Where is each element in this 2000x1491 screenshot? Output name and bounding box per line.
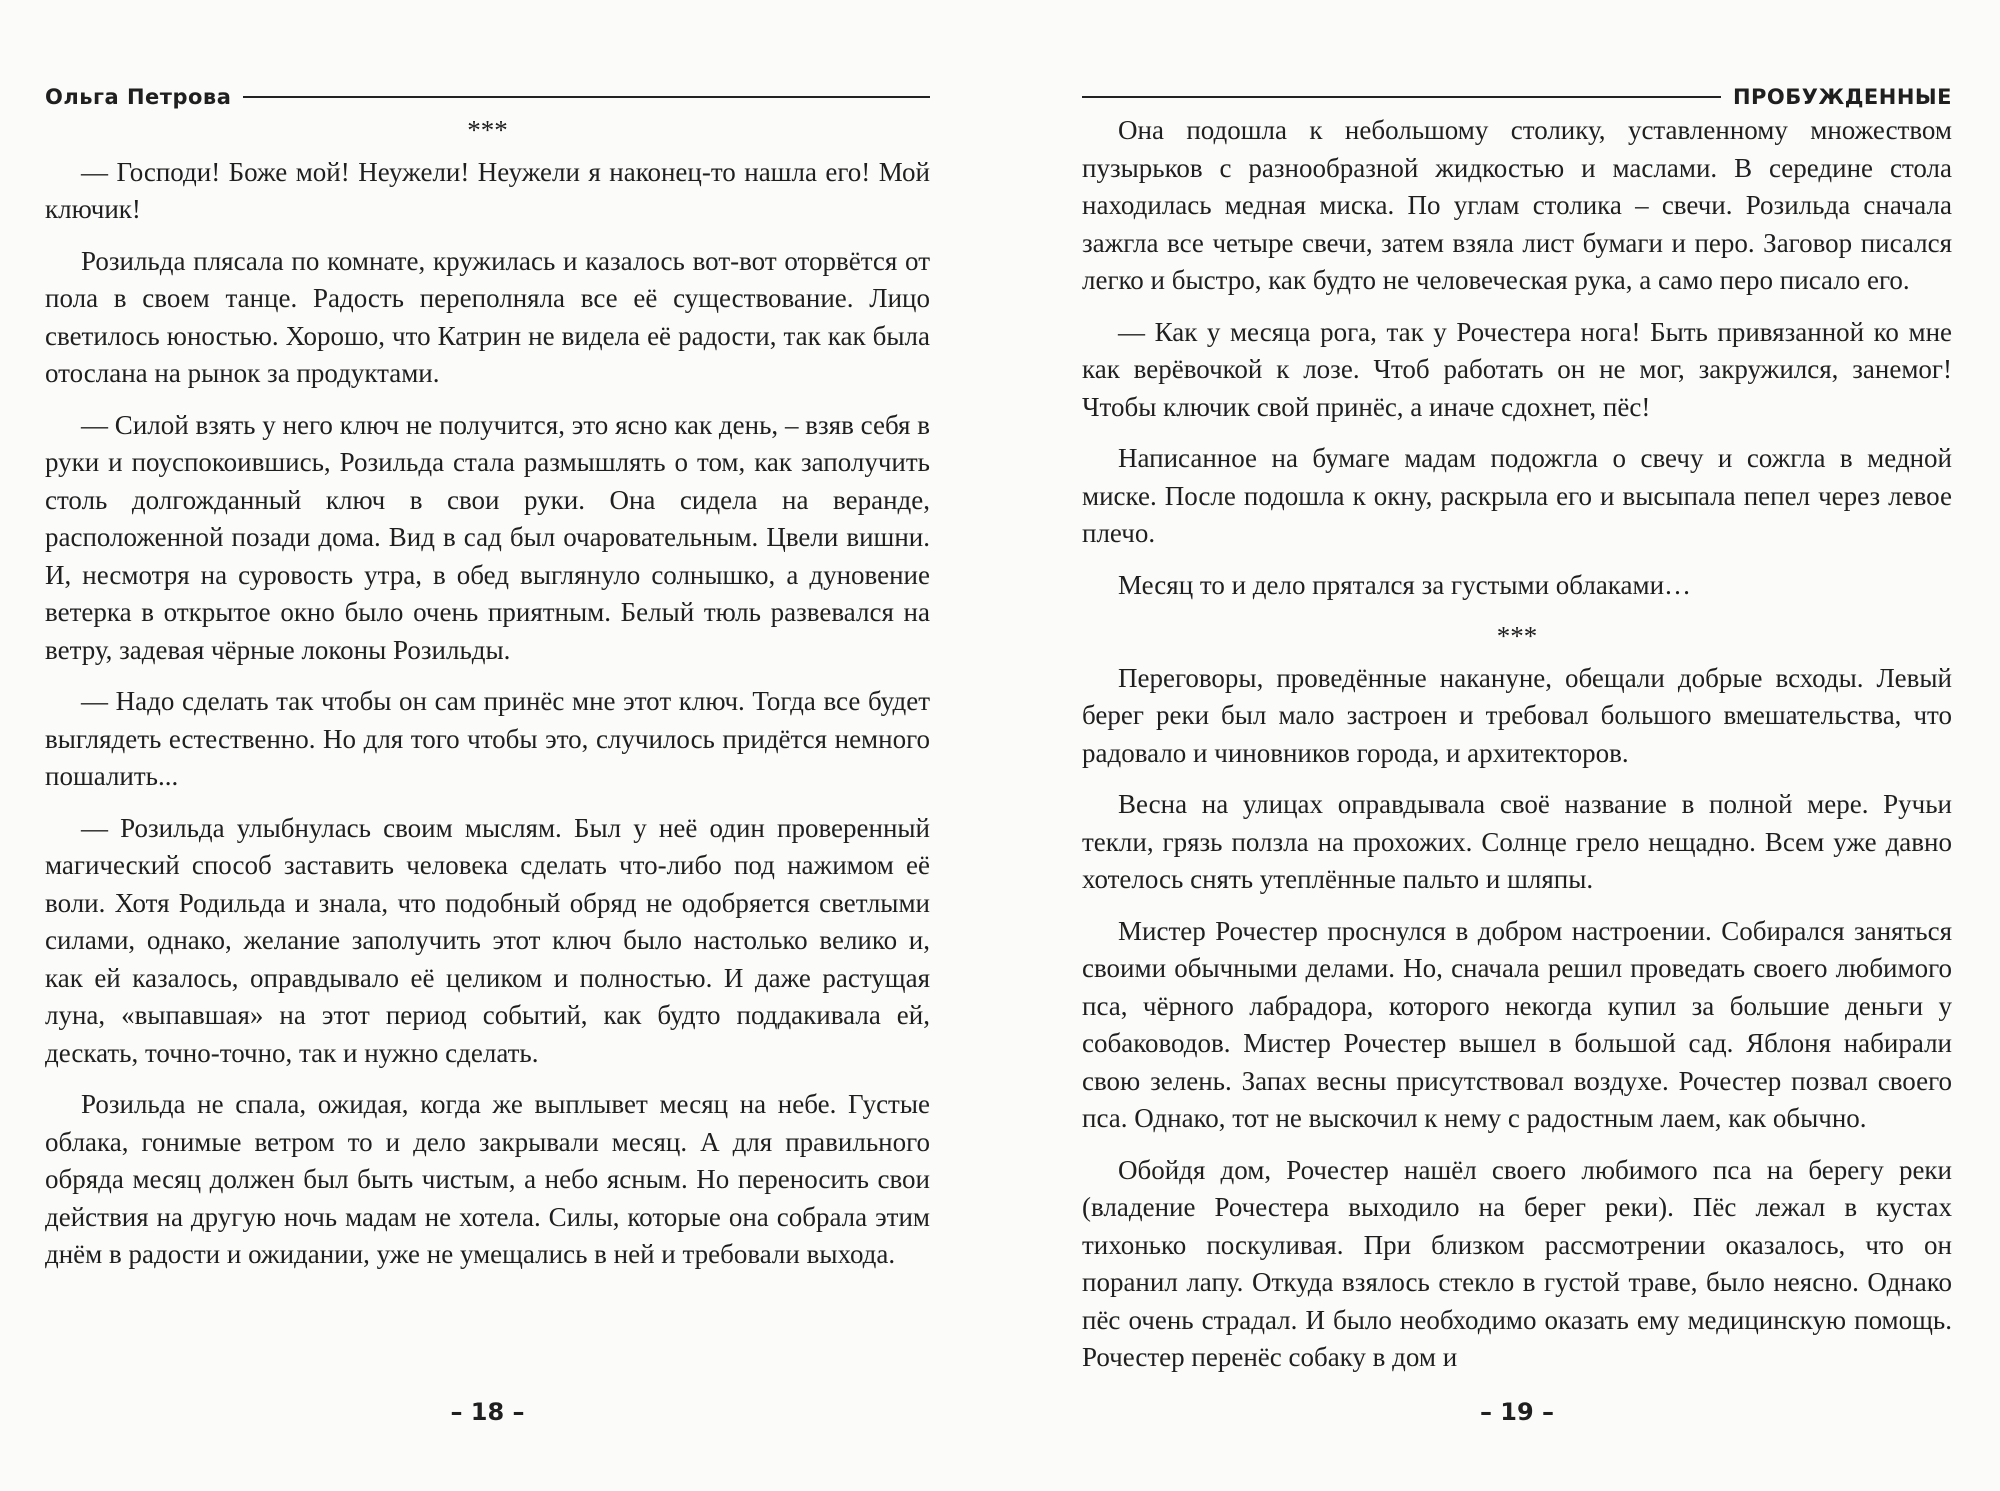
header-rule (1082, 96, 1721, 98)
left-page-text (45, 112, 930, 1288)
running-head-right (1082, 82, 1952, 112)
running-head-left (45, 82, 930, 112)
page-number-right: – 19 – (1479, 1398, 1555, 1426)
header-rule (243, 96, 930, 98)
paragraph: Мистер Рочестер проснулся в добром настроении. Собирался заняться своими обычными делами. Но, сначала решил проведать своего любимого пса, чёрного лабрадора, которого некогда купил за большие деньги у собаководов. Мистер Рочестер вышел в большой сад. Яблоня набирали свою зелень. Запах весны присутствовал воздухе. Рочестер позвал своего пса. Однако, тот не выскочил к нему с радостным лаем, как обычно. (1082, 915, 1952, 1133)
paragraph: Розильда плясала по комнате, кружилась и казалось вот-вот оторвётся от пола в своем танце. Радость переполняла все её существование. Лицо светилось юностью. Хорошо, что Катрин не видела её радости, так как была отослана на рынок за продуктами. (45, 245, 930, 388)
paragraph: Переговоры, проведённые накануне, обещали добрые всходы. Левый берег реки был мало застроен и требовал большого вмешательства, что радовало и чиновников города, и архитекторов. (1082, 662, 1952, 768)
header-author: Ольга Петрова (45, 85, 232, 109)
right-page (1082, 0, 1952, 1491)
paragraph: Розильда не спала, ожидая, когда же выплывет месяц на небе. Густые облака, гонимые ветром то и дело закрывали месяц. А для правильного обряда месяц должен был быть чистым, а небо ясным. Но переносить свои действия на другую ночь мадам не хотела. Силы, которые она собрала этим днём в радости и ожидании, уже не умещались в ней и требовали выхода. (45, 1089, 930, 1269)
paragraph: Она подошла к небольшому столику, уставленному множеством пузырьков с разнообразной жидкостью и маслами. В середине стола находилась медная миска. По углам столика – свечи. Розильда сначала зажгла все четыре свечи, затем взяла лист бумаги и перо. Заговор писался легко и быстро, как будто не человеческая рука, а само перо писало его. (1082, 115, 1952, 295)
section-separator: *** (467, 115, 508, 145)
paragraph: — Как у месяца рога, так у Рочестера нога! Быть привязанной ко мне как верёвочкой к лозе. Чтоб работать он не мог, закружился, занемог! Чтобы ключик свой принёс, а иначе сдохнет, пёс! (1082, 316, 1952, 422)
paragraph: — Розильда улыбнулась своим мыслям. Был у неё один проверенный магический способ заставить человека сделать что-либо под нажимом её воли. Хотя Родильда и знала, что подобный обряд не одобряется светлыми силами, однако, желание заполучить этот ключ было настолько велико и, как ей казалось, оправдывало её целиком и полностью. И даже растущая луна, «выпавшая» на этот период событий, как будто поддакивала ей, дескать, точно-точно, так и нужно сделать. (45, 812, 930, 1068)
header-title: ПРОБУЖДЕННЫЕ (1732, 85, 1952, 109)
left-page (45, 0, 930, 1491)
paragraph: — Господи! Боже мой! Неужели! Неужели я наконец-то нашла его! Мой ключик! (45, 156, 930, 224)
paragraph: Написанное на бумаге мадам подожгла о свечу и сожгла в медной миске. После подошла к окну, раскрыла его и высыпала пепел через левое плечо. (1082, 443, 1952, 548)
paragraph: Обойдя дом, Рочестер нашёл своего любимого пса на берегу реки (владение Рочестера выходило на берег реки). Пёс лежал в кустах тихонько поскуливая. При близком рассмотрении оказалось, что он поранил лапу. Откуда взялось стекло в густой траве, было неясно. Однако пёс очень страдал. И было необходимо оказать ему медицинскую помощь. Рочестер перенёс собаку в дом и (1082, 1154, 1952, 1372)
paragraph: Месяц то и дело прятался за густыми облаками… (1118, 569, 1692, 600)
paragraph: — Надо сделать так чтобы он сам принёс мне этот ключ. Тогда все будет выглядеть естественно. Но для того чтобы это, случилось придётся немного пошалить... (45, 686, 930, 791)
right-page-text (1082, 112, 1952, 1391)
section-separator: *** (1496, 621, 1538, 651)
paragraph: — Силой взять у него ключ не получится, это ясно как день, – взяв себя в руки и поуспокоившись, Розильда стала размышлять о том, как заполучить столь долгожданный ключ в свои руки. Она сидела на веранде, расположенной позади дома. Вид в сад был очаровательным. Цвели вишни. И, несмотря на суровость утра, в обед выглянуло солнышко, а дуновение ветерка в открытое окно было очень приятным. Белый тюль развевался на ветру, задевая чёрные локоны Розильды. (45, 409, 930, 665)
paragraph: Весна на улицах оправдывала своё название в полной мере. Ручьи текли, грязь ползла на прохожих. Солнце грело нещадно. Всем уже давно хотелось снять утеплённые пальто и шляпы. (1082, 789, 1952, 894)
page-number-left: – 18 – (450, 1398, 525, 1426)
